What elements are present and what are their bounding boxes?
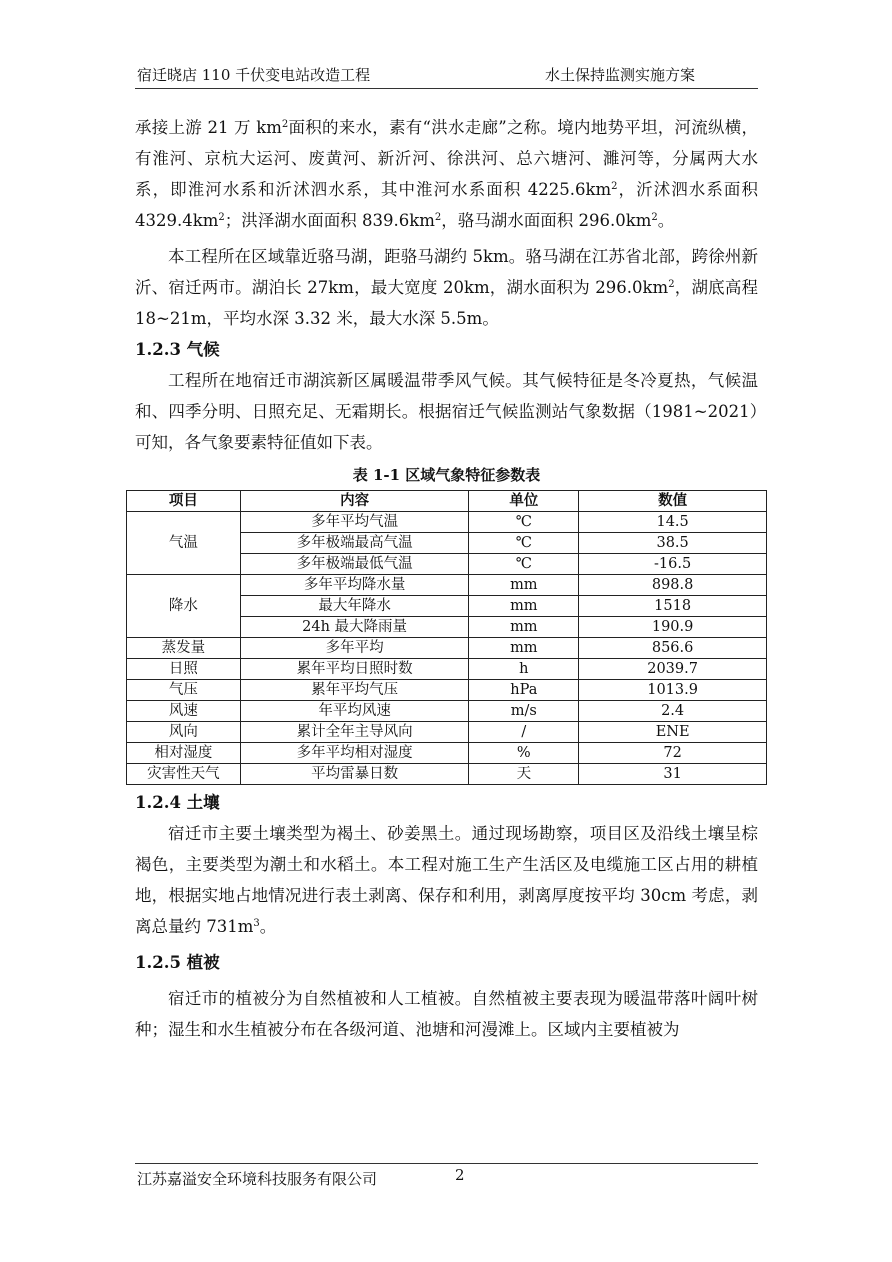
paragraph-luoma-lake — [135, 241, 758, 334]
heading-soil: 1.2.4 土壤 — [135, 793, 220, 812]
cell-value: 2.4 — [579, 701, 767, 722]
cell-unit: m/s — [469, 701, 579, 722]
cell-item: 气压 — [127, 680, 241, 701]
cell-value: 190.9 — [579, 617, 767, 638]
cell-value: 1518 — [579, 596, 767, 617]
document-body — [135, 112, 758, 1045]
cell-unit: mm — [469, 617, 579, 638]
cell-unit: ℃ — [469, 533, 579, 554]
cell-unit: / — [469, 722, 579, 743]
table-row — [127, 638, 767, 659]
superscript: 2 — [668, 279, 675, 290]
paragraph-climate: 工程所在地宿迁市湖滨新区属暖温带季风气候。其气候特征是冬冷夏热，气候温和、四季分明、日照充足、无霜期长。根据宿迁气候监测站气象数据（1981~2021）可知，各气象要素特征值如下表。 — [135, 371, 758, 452]
text-run: 本工程所在区域靠近骆马湖，距骆马湖约 5km。骆马湖在江苏省北部，跨徐州新沂、宿迁两市。湖泊长 27km，最大宽度 20km，湖水面积为 296.0km — [135, 247, 758, 297]
cell-item: 风向 — [127, 722, 241, 743]
text-run: ；洪泽湖水面面积 839.6km — [224, 211, 435, 230]
cell-content: 多年平均降水量 — [240, 575, 469, 596]
cell-unit: mm — [469, 575, 579, 596]
table-row — [127, 722, 767, 743]
cell-value: 898.8 — [579, 575, 767, 596]
table-row — [127, 659, 767, 680]
superscript: 2 — [651, 212, 658, 223]
cell-unit: 天 — [469, 764, 579, 785]
table-row — [127, 575, 767, 596]
superscript: 2 — [281, 119, 289, 130]
table-row — [127, 512, 767, 533]
cell-content: 24h 最大降雨量 — [240, 617, 469, 638]
text-run: ，沂沭泗水系面积 4329.4km — [135, 180, 759, 230]
text-run: ，湖底高程 18~21m，平均水深 3.32 米，最大水深 5.5m。 — [135, 278, 759, 328]
cell-content: 多年极端最低气温 — [240, 554, 469, 575]
group-cell-precipitation: 降水 — [127, 575, 241, 638]
page-number: 2 — [455, 1166, 465, 1184]
cell-value: 2039.7 — [579, 659, 767, 680]
cell-value: 856.6 — [579, 638, 767, 659]
heading-vegetation: 1.2.5 植被 — [135, 953, 220, 972]
table-row — [127, 701, 767, 722]
cell-value: 14.5 — [579, 512, 767, 533]
cell-value: -16.5 — [579, 554, 767, 575]
cell-content: 多年平均相对湿度 — [240, 743, 469, 764]
cell-content: 累年平均日照时数 — [240, 659, 469, 680]
cell-unit: ℃ — [469, 554, 579, 575]
cell-value: ENE — [579, 722, 767, 743]
cell-unit: % — [469, 743, 579, 764]
cell-item: 日照 — [127, 659, 241, 680]
header-document-title: 水土保持监测实施方案 — [545, 66, 696, 84]
paragraph-vegetation: 宿迁市的植被分为自然植被和人工植被。自然植被主要表现为暖温带落叶阔叶树种；湿生和水生植被分布在各级河道、池塘和河漫滩上。区域内主要植被为 — [135, 989, 758, 1039]
cell-item: 灾害性天气 — [127, 764, 241, 785]
text-run: ，骆马湖水面面积 296.0km — [441, 211, 652, 230]
column-header-value: 数值 — [579, 491, 767, 512]
cell-content: 多年极端最高气温 — [240, 533, 469, 554]
text-run: 。 — [259, 917, 277, 936]
cell-unit: ℃ — [469, 512, 579, 533]
cell-content: 累计全年主导风向 — [240, 722, 469, 743]
paragraph-hydrology — [135, 112, 758, 236]
column-header-unit: 单位 — [469, 491, 579, 512]
table-row — [127, 680, 767, 701]
cell-value: 38.5 — [579, 533, 767, 554]
cell-value: 1013.9 — [579, 680, 767, 701]
superscript: 2 — [434, 212, 442, 223]
cell-value: 31 — [579, 764, 767, 785]
paragraph-soil — [135, 818, 758, 942]
column-header-content: 内容 — [240, 491, 469, 512]
header-project-title: 宿迁晓店 110 千伏变电站改造工程 — [137, 66, 371, 84]
cell-unit: mm — [469, 638, 579, 659]
climate-parameter-table — [126, 490, 767, 785]
footer-company: 江苏嘉溢安全环境科技服务有限公司 — [137, 1170, 378, 1188]
text-run: 承接上游 21 万 km — [135, 118, 282, 137]
text-run: 。 — [657, 211, 675, 230]
cell-content: 平均雷暴日数 — [240, 764, 469, 785]
column-header-item: 项目 — [127, 491, 241, 512]
table-row — [127, 764, 767, 785]
cell-content: 多年平均 — [240, 638, 469, 659]
cell-unit: mm — [469, 596, 579, 617]
superscript: 3 — [253, 918, 260, 929]
text-run: 面积的来水，素有“洪水走廊”之称。境内地势平坦，河流纵横，有淮河、京杭大运河、废黄河、新沂河、徐洪河、总六塘河、濉河等，分属两大水系，即淮河水系和沂沭泗水系，其中淮河水系面积 4225.6km — [135, 118, 758, 199]
table-caption: 表 1-1 区域气象特征参数表 — [352, 466, 541, 484]
header-divider — [135, 88, 758, 89]
page-header — [135, 64, 758, 86]
heading-climate: 1.2.3 气候 — [135, 340, 220, 359]
cell-value: 72 — [579, 743, 767, 764]
group-cell-temperature: 气温 — [127, 512, 241, 575]
footer-divider — [135, 1163, 758, 1164]
cell-content: 年平均风速 — [240, 701, 469, 722]
cell-unit: hPa — [469, 680, 579, 701]
text-run: 宿迁市主要土壤类型为褐土、砂姜黑土。通过现场勘察，项目区及沿线土壤呈棕褐色，主要类型为潮土和水稻土。本工程对施工生产生活区及电缆施工区占用的耕植地，根据实地占地情况进行表土剥离、保存和利用，剥离厚度按平均 30cm 考虑，剥离总量约 731m — [135, 824, 758, 936]
cell-content: 多年平均气温 — [240, 512, 469, 533]
table-header-row — [127, 491, 767, 512]
cell-content: 累年平均气压 — [240, 680, 469, 701]
cell-item: 风速 — [127, 701, 241, 722]
superscript: 2 — [218, 212, 225, 223]
superscript: 2 — [611, 181, 618, 192]
table-row — [127, 743, 767, 764]
cell-unit: h — [469, 659, 579, 680]
cell-item: 相对湿度 — [127, 743, 241, 764]
cell-content: 最大年降水 — [240, 596, 469, 617]
cell-item: 蒸发量 — [127, 638, 241, 659]
